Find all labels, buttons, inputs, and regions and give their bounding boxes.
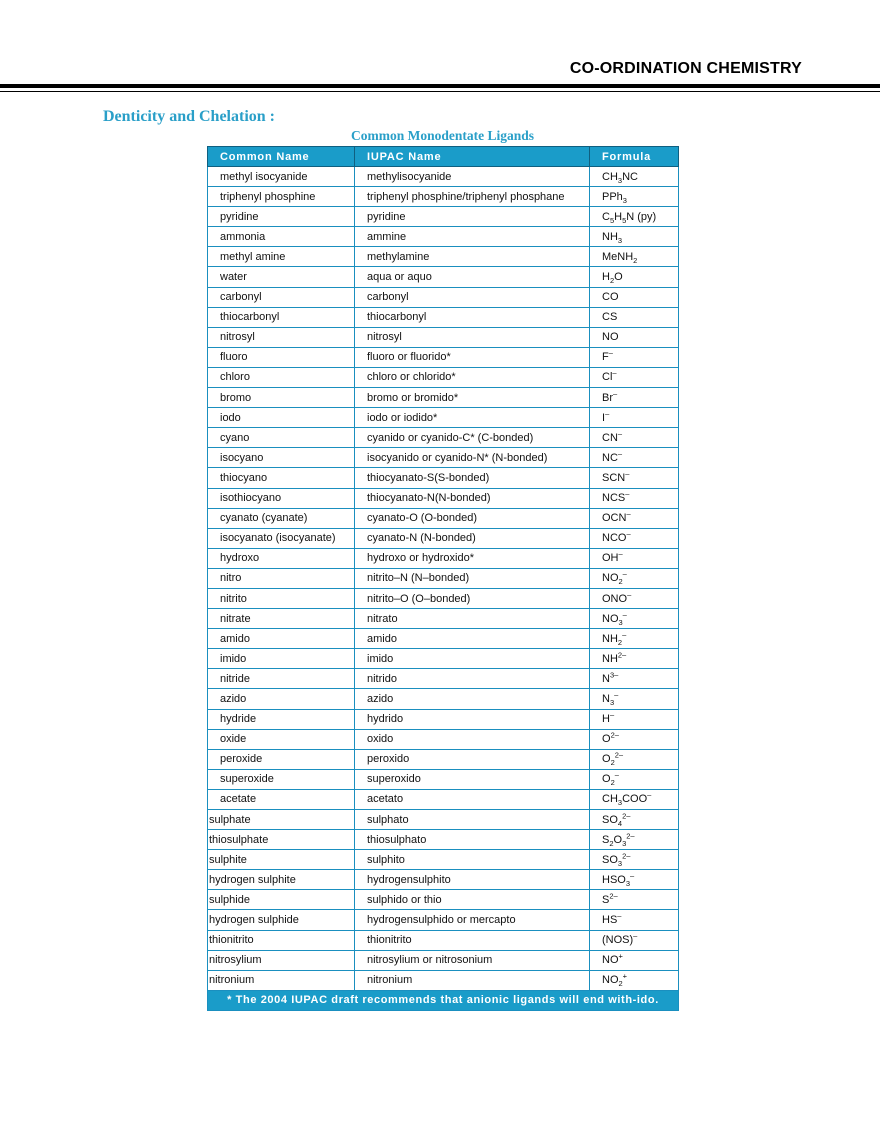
- cell-formula: $O^{2-}$: [590, 729, 679, 749]
- table-row: [208, 810, 679, 830]
- cell-common-name: carbonyl: [208, 287, 355, 307]
- cell-iupac-name: sulphito: [355, 850, 590, 870]
- ligands-table-head: [208, 147, 679, 167]
- cell-common-name: peroxide: [208, 749, 355, 769]
- cell-iupac-name: cyanato-O (O-bonded): [355, 508, 590, 528]
- cell-formula: CN–: [590, 428, 679, 448]
- cell-common-name: methyl isocyanide: [208, 167, 355, 187]
- table-row: [208, 448, 679, 468]
- cell-common-name: water: [208, 267, 355, 287]
- cell-iupac-name: peroxido: [355, 749, 590, 769]
- cell-iupac-name: hydrogensulphido or mercapto: [355, 910, 590, 930]
- section-title: Denticity and Chelation :: [103, 108, 275, 125]
- ligands-table-foot: [208, 990, 679, 1010]
- cell-iupac-name: thiocarbonyl: [355, 307, 590, 327]
- cell-formula: $NH_3$: [590, 227, 679, 247]
- cell-formula: $O_2^-$: [590, 769, 679, 789]
- cell-formula: (NOS)–: [590, 930, 679, 950]
- cell-iupac-name: thiocyanato-S(S-bonded): [355, 468, 590, 488]
- cell-formula: $SO_4^{2-}$: [590, 810, 679, 830]
- cell-common-name: amido: [208, 629, 355, 649]
- table-row: [208, 367, 679, 387]
- header-rule-thin: [0, 91, 880, 92]
- table-row: [208, 930, 679, 950]
- table-row: [208, 749, 679, 769]
- table-row: [208, 649, 679, 669]
- cell-iupac-name: cyanato-N (N-bonded): [355, 528, 590, 548]
- cell-iupac-name: thionitrito: [355, 930, 590, 950]
- cell-common-name: thiocarbonyl: [208, 307, 355, 327]
- cell-iupac-name: amido: [355, 629, 590, 649]
- table-row: [208, 830, 679, 850]
- cell-formula: $S_2O_3^{2-}$: [590, 830, 679, 850]
- cell-iupac-name: nitrido: [355, 669, 590, 689]
- cell-common-name: superoxide: [208, 769, 355, 789]
- cell-iupac-name: chloro or chlorido*: [355, 367, 590, 387]
- table-row: [208, 910, 679, 930]
- table-row: [208, 588, 679, 608]
- cell-formula: NO: [590, 327, 679, 347]
- cell-iupac-name: superoxido: [355, 769, 590, 789]
- cell-iupac-name: aqua or aquo: [355, 267, 590, 287]
- cell-common-name: sulphite: [208, 850, 355, 870]
- cell-iupac-name: ammine: [355, 227, 590, 247]
- cell-iupac-name: nitrosylium or nitrosonium: [355, 950, 590, 970]
- cell-common-name: nitrosylium: [208, 950, 355, 970]
- cell-iupac-name: iodo or iodido*: [355, 408, 590, 428]
- cell-iupac-name: azido: [355, 689, 590, 709]
- cell-common-name: isocyanato (isocyanate): [208, 528, 355, 548]
- table-row: [208, 468, 679, 488]
- table-row: [208, 689, 679, 709]
- table-row: [208, 950, 679, 970]
- table-row: [208, 729, 679, 749]
- cell-common-name: hydrogen sulphite: [208, 870, 355, 890]
- cell-formula: $N^{3-}$: [590, 669, 679, 689]
- cell-formula: $O_2^{2-}$: [590, 749, 679, 769]
- cell-common-name: bromo: [208, 388, 355, 408]
- table-row: [208, 970, 679, 990]
- cell-formula: $NH^{2-}$: [590, 649, 679, 669]
- table-row: [208, 227, 679, 247]
- cell-formula: $CH_3NC$: [590, 167, 679, 187]
- cell-common-name: nitrate: [208, 609, 355, 629]
- table-row: [208, 870, 679, 890]
- cell-formula: NO+: [590, 950, 679, 970]
- cell-formula: $HSO_3^-$: [590, 870, 679, 890]
- cell-formula: $NO_3^-$: [590, 609, 679, 629]
- cell-common-name: ammonia: [208, 227, 355, 247]
- cell-formula: PPh$_3$: [590, 187, 679, 207]
- page-header-title: CO-ORDINATION CHEMISTRY: [569, 60, 802, 77]
- column-header-common-name: Common Name: [208, 147, 355, 167]
- cell-formula: NCS–: [590, 488, 679, 508]
- cell-formula: SCN–: [590, 468, 679, 488]
- table-row: [208, 709, 679, 729]
- cell-iupac-name: oxido: [355, 729, 590, 749]
- cell-common-name: nitride: [208, 669, 355, 689]
- cell-iupac-name: sulphido or thio: [355, 890, 590, 910]
- table-row: [208, 890, 679, 910]
- cell-iupac-name: pyridine: [355, 207, 590, 227]
- cell-common-name: cyano: [208, 428, 355, 448]
- cell-formula: H–: [590, 709, 679, 729]
- table-row: [208, 669, 679, 689]
- cell-iupac-name: cyanido or cyanido-C* (C-bonded): [355, 428, 590, 448]
- cell-iupac-name: methylisocyanide: [355, 167, 590, 187]
- cell-common-name: isocyano: [208, 448, 355, 468]
- cell-formula: $CH_3COO^-$: [590, 789, 679, 809]
- header-rule-thick: [0, 84, 880, 88]
- cell-iupac-name: methylamine: [355, 247, 590, 267]
- cell-formula: CS: [590, 307, 679, 327]
- cell-common-name: isothiocyano: [208, 488, 355, 508]
- cell-common-name: fluoro: [208, 347, 355, 367]
- cell-common-name: sulphide: [208, 890, 355, 910]
- cell-common-name: imido: [208, 649, 355, 669]
- cell-common-name: cyanato (cyanate): [208, 508, 355, 528]
- cell-common-name: thiocyano: [208, 468, 355, 488]
- table-row: [208, 528, 679, 548]
- cell-formula: OCN–: [590, 508, 679, 528]
- ligands-table: [207, 146, 679, 1011]
- cell-formula: ONO–: [590, 588, 679, 608]
- table-row: [208, 508, 679, 528]
- table-row: [208, 850, 679, 870]
- cell-formula: OH–: [590, 548, 679, 568]
- table-row: [208, 488, 679, 508]
- table-row: [208, 629, 679, 649]
- cell-formula: $SO_3^{2-}$: [590, 850, 679, 870]
- cell-formula: $NH_2^-$: [590, 629, 679, 649]
- cell-iupac-name: hydroxo or hydroxido*: [355, 548, 590, 568]
- table-row: [208, 568, 679, 588]
- cell-common-name: chloro: [208, 367, 355, 387]
- table-row: [208, 428, 679, 448]
- table-row: [208, 548, 679, 568]
- table-row: [208, 769, 679, 789]
- cell-formula: NCO–: [590, 528, 679, 548]
- ligands-table-body: [208, 167, 679, 991]
- table-row: [208, 347, 679, 367]
- table-row: [208, 789, 679, 809]
- cell-formula: I–: [590, 408, 679, 428]
- cell-iupac-name: fluoro or fluorido*: [355, 347, 590, 367]
- cell-iupac-name: bromo or bromido*: [355, 388, 590, 408]
- table-row: [208, 609, 679, 629]
- table-row: [208, 307, 679, 327]
- cell-common-name: hydride: [208, 709, 355, 729]
- cell-common-name: thionitrito: [208, 930, 355, 950]
- cell-common-name: iodo: [208, 408, 355, 428]
- cell-iupac-name: hydrogensulphito: [355, 870, 590, 890]
- cell-formula: $H_2O$: [590, 267, 679, 287]
- cell-iupac-name: triphenyl phosphine/triphenyl phosphane: [355, 187, 590, 207]
- cell-formula: F–: [590, 347, 679, 367]
- cell-common-name: triphenyl phosphine: [208, 187, 355, 207]
- cell-formula: CO: [590, 287, 679, 307]
- table-row: [208, 327, 679, 347]
- footnote: * The 2004 IUPAC draft recommends that anionic ligands will end with-ido.: [208, 990, 679, 1010]
- cell-iupac-name: nitrosyl: [355, 327, 590, 347]
- cell-formula: Cl–: [590, 367, 679, 387]
- cell-iupac-name: nitronium: [355, 970, 590, 990]
- cell-iupac-name: sulphato: [355, 810, 590, 830]
- cell-common-name: hydrogen sulphide: [208, 910, 355, 930]
- cell-iupac-name: thiosulphato: [355, 830, 590, 850]
- cell-formula: $N_3^-$: [590, 689, 679, 709]
- cell-common-name: pyridine: [208, 207, 355, 227]
- cell-common-name: hydroxo: [208, 548, 355, 568]
- cell-iupac-name: nitrito–N (N–bonded): [355, 568, 590, 588]
- table-row: [208, 167, 679, 187]
- cell-common-name: azido: [208, 689, 355, 709]
- cell-common-name: thiosulphate: [208, 830, 355, 850]
- cell-common-name: nitrosyl: [208, 327, 355, 347]
- table-row: [208, 187, 679, 207]
- column-header-formula: Formula: [590, 147, 679, 167]
- cell-formula: $C_5H_5N$ (py): [590, 207, 679, 227]
- cell-iupac-name: carbonyl: [355, 287, 590, 307]
- header-row: [208, 147, 679, 167]
- cell-common-name: sulphate: [208, 810, 355, 830]
- table-row: [208, 388, 679, 408]
- table-row: [208, 267, 679, 287]
- cell-iupac-name: nitrato: [355, 609, 590, 629]
- cell-formula: $S^{2-}$: [590, 890, 679, 910]
- cell-formula: HS–: [590, 910, 679, 930]
- cell-common-name: oxide: [208, 729, 355, 749]
- cell-common-name: nitro: [208, 568, 355, 588]
- table-row: [208, 207, 679, 227]
- table-row: [208, 287, 679, 307]
- table-row: [208, 408, 679, 428]
- cell-common-name: nitronium: [208, 970, 355, 990]
- table-row: [208, 247, 679, 267]
- cell-formula: $NO_2^-$: [590, 568, 679, 588]
- cell-iupac-name: hydrido: [355, 709, 590, 729]
- cell-common-name: nitrito: [208, 588, 355, 608]
- footnote-row: [208, 990, 679, 1010]
- cell-iupac-name: isocyanido or cyanido-N* (N-bonded): [355, 448, 590, 468]
- cell-formula: MeNH$_2$: [590, 247, 679, 267]
- column-header-iupac-name: IUPAC Name: [355, 147, 590, 167]
- cell-iupac-name: imido: [355, 649, 590, 669]
- cell-formula: Br–: [590, 388, 679, 408]
- cell-iupac-name: nitrito–O (O–bonded): [355, 588, 590, 608]
- cell-formula: $NO_2^+$: [590, 970, 679, 990]
- cell-common-name: methyl amine: [208, 247, 355, 267]
- cell-formula: NC–: [590, 448, 679, 468]
- cell-iupac-name: thiocyanato-N(N-bonded): [355, 488, 590, 508]
- cell-common-name: acetate: [208, 789, 355, 809]
- cell-iupac-name: acetato: [355, 789, 590, 809]
- table-caption: Common Monodentate Ligands: [350, 128, 534, 143]
